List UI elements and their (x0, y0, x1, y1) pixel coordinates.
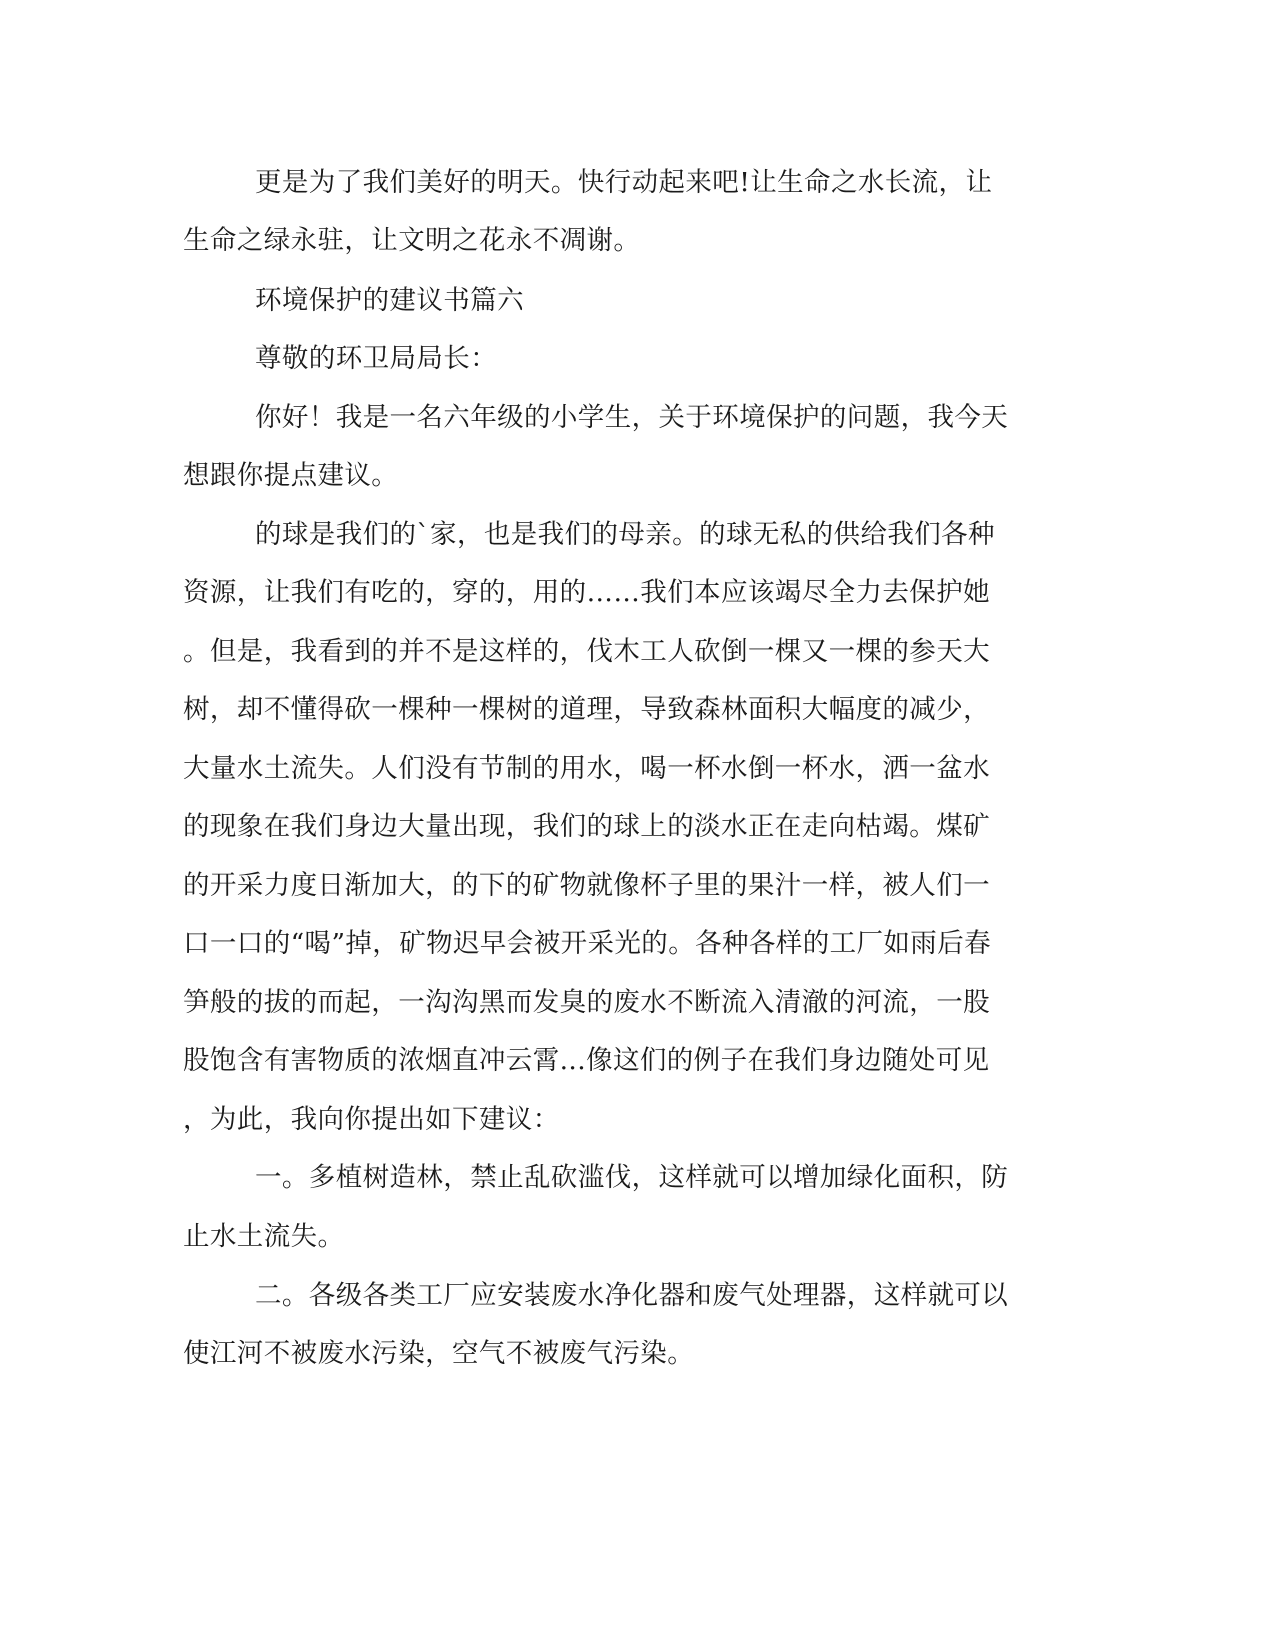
text-line: 大量水土流失。人们没有节制的用水，喝一杯水倒一杯水，洒一盆水 (183, 753, 990, 784)
text-line: 使江河不被废水污染，空气不被废气污染。 (183, 1338, 695, 1369)
text-line: 笋般的拔的而起，一沟沟黑而发臭的废水不断流入清澈的河流，一股 (183, 987, 990, 1018)
text-line: 止水土流失。 (183, 1221, 345, 1252)
text-line: 生命之绿永驻，让文明之花永不凋谢。 (183, 225, 641, 256)
text-line: 你好！我是一名六年级的小学生，关于环境保护的问题，我今天 (255, 402, 1009, 433)
text-line: 口一口的“喝”掉，矿物迟早会被开采光的。各种各样的工厂如雨后春 (183, 928, 991, 959)
text-line: 的开采力度日渐加大，的下的矿物就像杯子里的果汁一样，被人们一 (183, 870, 990, 901)
text-line: 的现象在我们身边大量出现，我们的球上的淡水正在走向枯竭。煤矿 (183, 811, 990, 842)
text-line: 想跟你提点建议。 (183, 460, 399, 491)
text-line: 的球是我们的`家，也是我们的母亲。的球无私的供给我们各种 (255, 519, 995, 550)
text-line: 。但是，我看到的并不是这样的，伐木工人砍倒一棵又一棵的参天大 (183, 636, 990, 667)
text-line: 股饱含有害物质的浓烟直冲云霄...像这们的例子在我们身边随处可见 (183, 1045, 990, 1076)
text-line: ，为此，我向你提出如下建议： (183, 1104, 560, 1135)
list-item: 二。各级各类工厂应安装废水净化器和废气处理器，这样就可以 (255, 1280, 1009, 1311)
text-line: 树，却不懂得砍一棵种一棵树的道理，导致森林面积大幅度的减少， (183, 694, 990, 725)
salutation: 尊敬的环卫局局长： (255, 343, 498, 374)
section-heading: 环境保护的建议书篇六 (255, 285, 524, 316)
list-item: 一。多植树造林，禁止乱砍滥伐，这样就可以增加绿化面积，防 (255, 1162, 1009, 1193)
text-line: 更是为了我们美好的明天。快行动起来吧!让生命之水长流，让 (255, 167, 993, 198)
text-line: 资源，让我们有吃的，穿的，用的……我们本应该竭尽全力去保护她 (183, 577, 990, 608)
